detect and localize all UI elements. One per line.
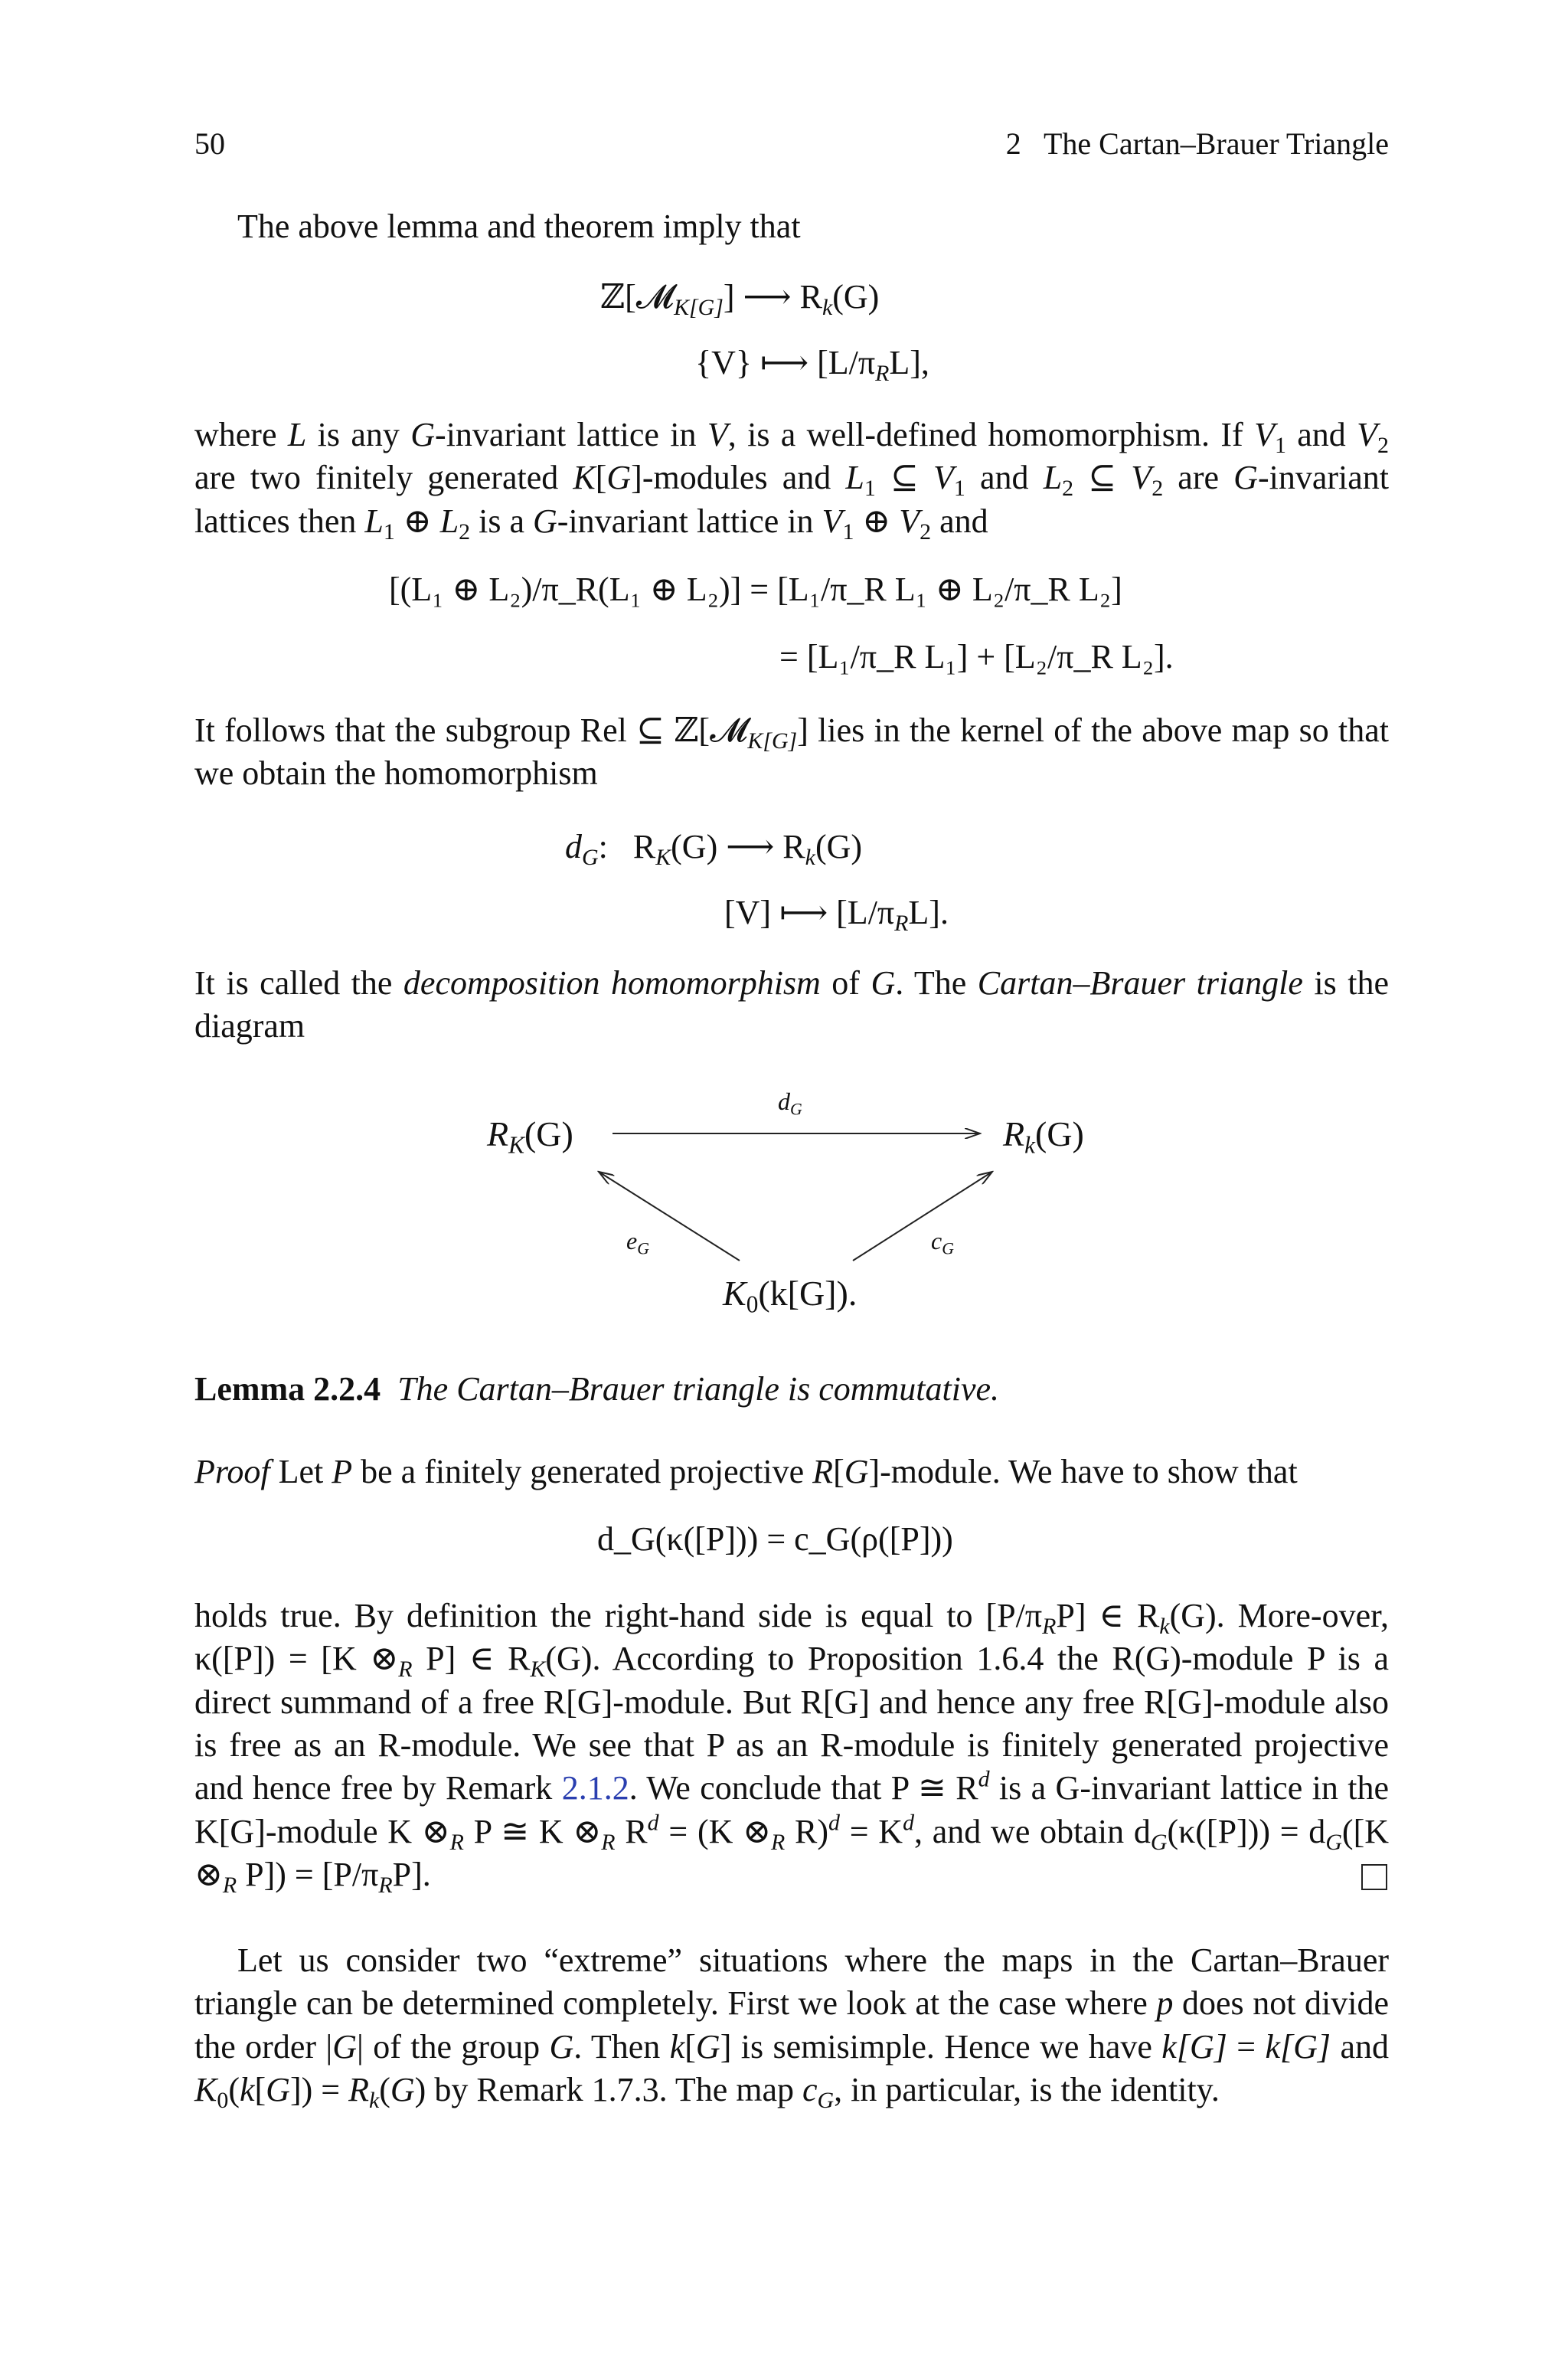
node-Rk: $R_k(G)$ xyxy=(1003,1114,1084,1159)
display-map-line2: {V} ⟼ $[L/\pi_RL]$, xyxy=(695,344,929,386)
remark-link[interactable]: 2.1.2 xyxy=(561,1769,629,1807)
label-eG: $e_G$ xyxy=(626,1227,649,1258)
paragraph-extreme-cases: Let us consider two “extreme” situations where the maps in the Cartan–Brauer triangle can be determined completely. First we look at the case where p does not divide the order |G| of the group G. Then k[G] is semisimple. Hence we have k[G] = k[G] and $K_0(k[G]) = R_k(G)$ by Remark 1.7.3. The map $c_G$, in particular, is the identity. xyxy=(194,1941,1389,2113)
cartan-brauer-diagram xyxy=(0,1072,1568,1333)
label-cG: $c_G$ xyxy=(931,1227,954,1258)
proof-display-equation: d_G(κ([P])) = c_G(ρ([P])) xyxy=(597,1520,953,1558)
display-decomposition-line2: [V] ⟼ $[L/\pi_RL]$. xyxy=(724,894,949,936)
proof-body: holds true. By definition the right-hand side is equal to $[P/\pi_RP]$ ∈ $R_k(G)$. More-over, κ([P]) = [K $\otimes_R$ P] ∈ $R_K(G)$. According to Proposition 1.6.4 the R(G)-module P is a direct summand of a free R[G]-module. But R[G] and hence any free R[G]-module also is free as an R-module. We see that P as an R-module is finitely generated projective and hence free by Remark 2.1.2. We conclude that P ≅ $R^d$ is a G-invariant lattice in the K[G]-module K $\otimes_R$ P ≅ K $\otimes_R$ $R^d = (K$ $\otimes_R$ $R)^d = K^d$, and we obtain $d_G(\kappa([P])) = d_G([K$ $\otimes_R$ $P]) = [P/\pi_RP]$. xyxy=(194,1597,1390,1898)
lemma-statement: Lemma 2.2.4 The Cartan–Brauer triangle is commutative. xyxy=(194,1370,1000,1408)
page-number: 50 xyxy=(194,126,225,161)
qed-symbol xyxy=(1361,1856,1387,1899)
display-direct-sum-line1: [(L₁ ⊕ L₂)/π_R(L₁ ⊕ L₂)] = [L₁/π_R L₁ ⊕ L₂/π_R L₂] xyxy=(389,571,1122,608)
display-map-line1: ℤ[𝓜$_{K[G]}$] ⟶ $R_k(G)$ xyxy=(600,278,880,320)
node-RK: $R_K(G)$ xyxy=(487,1114,573,1159)
intro-sentence: The above lemma and theorem imply that xyxy=(237,208,801,245)
paragraph-rel-kernel: It follows that the subgroup Rel ⊆ ℤ[𝓜$_{K[G]}$] lies in the kernel of the above map so that we obtain the homomorphism xyxy=(194,711,1389,793)
node-K0: $K_0(k[G])$. xyxy=(723,1274,858,1318)
arrow-eG xyxy=(599,1172,740,1261)
arrow-cG xyxy=(853,1172,992,1261)
label-dG: $d_G$ xyxy=(778,1088,802,1119)
paragraph-lattices: where L is any G-invariant lattice in V, is a well-defined homomorphism. If $V_1$ and $V_2$ are two finitely generated K[G]-modules and $L_1$ ⊆ $V_1$ and $L_2$ ⊆ $V_2$ are G-invariant lattices then $L_1$ ⊕ $L_2$ is a G-invariant lattice in $V_1$ ⊕ $V_2$ and xyxy=(194,416,1389,545)
display-direct-sum-line2: = [L₁/π_R L₁] + [L₂/π_R L₂]. xyxy=(779,638,1174,675)
running-title: 2 The Cartan–Brauer Triangle xyxy=(1005,126,1389,161)
paragraph-definition: It is called the decomposition homomorphism of G. The Cartan–Brauer triangle is the diagram xyxy=(194,964,1389,1045)
proof-intro: Proof Let P be a finitely generated projective R[G]-module. We have to show that xyxy=(194,1453,1298,1490)
display-decomposition-line1: $d_G$: $R_K(G)$ ⟶ $R_k(G)$ xyxy=(565,828,863,870)
